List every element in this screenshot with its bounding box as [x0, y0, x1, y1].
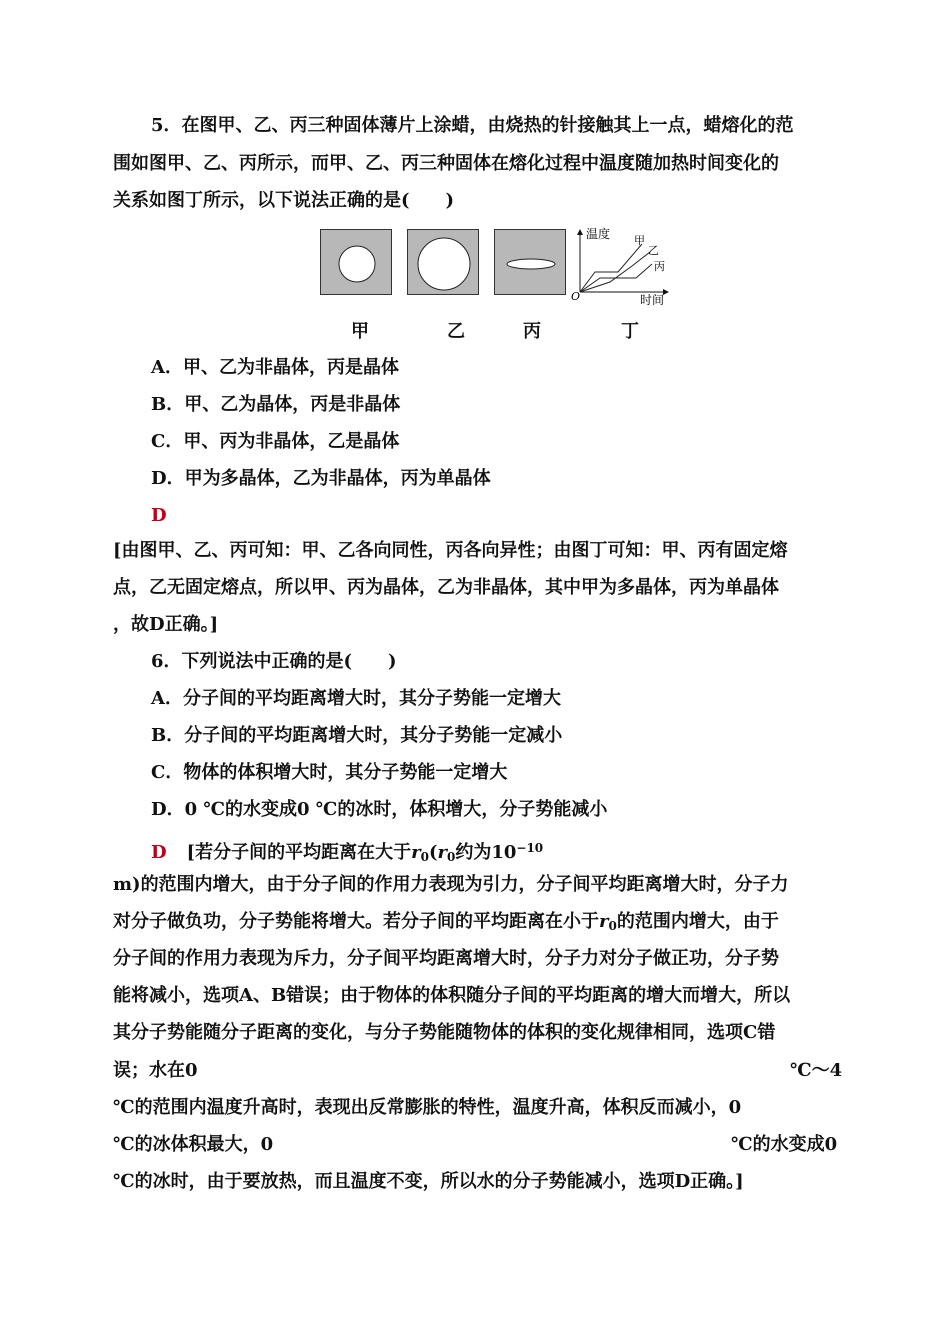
- q5-answer: D: [151, 505, 167, 526]
- graph-origin: O: [571, 290, 581, 303]
- figure-ding-graph: [570, 226, 680, 308]
- q5-explanation-line-3: ，故D正确。]: [113, 614, 219, 635]
- large-circle-melt-region: [408, 230, 480, 296]
- figure-bing: [494, 229, 566, 295]
- q6-explanation-line-8: ℃的范围内温度升高时，表现出反常膨胀的特性，温度升高，体积反而减小，0: [113, 1097, 742, 1118]
- q6-option-a: A．分子间的平均距离增大时，其分子势能一定增大: [151, 688, 561, 709]
- q6-explanation-line-7-right: ℃～4: [790, 1060, 843, 1081]
- caption-jia: 甲: [351, 321, 369, 342]
- graph-ylabel: 温度: [586, 227, 611, 241]
- q6-explanation-line-7-left: 误；水在0: [113, 1060, 198, 1081]
- q5-option-d: D．甲为多晶体，乙为非晶体，丙为单晶体: [151, 468, 491, 489]
- ellipse-melt-region: [495, 230, 567, 296]
- q6-answer: D: [151, 842, 167, 863]
- curve-label-jia: 甲: [634, 234, 645, 247]
- figure-yi: [407, 229, 479, 295]
- q5-stem-line-1: 5．在图甲、乙、丙三种固体薄片上涂蜡，由烧热的针接触其上一点，蜡熔化的范: [151, 115, 794, 136]
- q5-explanation-line-1: [由图甲、乙、丙可知：甲、乙各向同性，丙各向异性；由图丁可知：甲、丙有固定熔: [113, 540, 788, 561]
- q6-explanation-line-5: 能将减小，选项A、B错误；由于物体的体积随分子间的平均距离的增大而增大，所以: [113, 985, 791, 1006]
- q5-option-a: A．甲、乙为非晶体，丙是晶体: [151, 357, 399, 378]
- q6-stem: 6．下列说法中正确的是( ): [151, 651, 397, 672]
- curve-label-bing: 丙: [654, 260, 665, 273]
- q6-option-c: C．物体的体积增大时，其分子势能一定增大: [151, 762, 508, 783]
- q6-explanation-line-4: 分子间的作用力表现为斥力，分子间平均距离增大时，分子力对分子做正功，分子势: [113, 948, 779, 969]
- q6-option-d: D．0 ℃的水变成0 ℃的冰时，体积增大，分子势能减小: [151, 799, 608, 820]
- caption-yi: 乙: [447, 321, 465, 342]
- q6-explanation-line-6: 其分子势能随分子距离的变化，与分子势能随物体的体积的变化规律相同，选项C错: [113, 1022, 776, 1043]
- q5-stem-line-2: 围如图甲、乙、丙所示，而甲、乙、丙三种固体在熔化过程中温度随加热时间变化的: [113, 153, 779, 174]
- graph-xlabel: 时间: [640, 293, 665, 307]
- curve-label-yi: 乙: [648, 244, 659, 257]
- q5-option-c: C．甲、丙为非晶体，乙是晶体: [151, 431, 400, 452]
- circle-melt-region: [321, 230, 393, 296]
- q6-explanation-line-2: m)的范围内增大，由于分子间的作用力表现为引力，分子间平均距离增大时，分子力: [113, 874, 789, 895]
- q5-stem-line-3: 关系如图丁所示，以下说法正确的是( ): [113, 190, 455, 211]
- curve-jia: [580, 244, 642, 292]
- q6-explanation-line-1: D [若分子间的平均距离在大于$r_0(r_0$约为$10^{-10}$: [151, 841, 544, 864]
- q6-explanation-line-9-left: ℃的冰体积最大，0: [113, 1134, 274, 1155]
- q5-explanation-line-2: 点，乙无固定熔点，所以甲、丙为晶体，乙为非晶体，其中甲为多晶体，丙为单晶体: [113, 577, 779, 598]
- q6-explanation-line-9-right: ℃的水变成0: [731, 1134, 838, 1155]
- caption-bing: 丙: [523, 321, 541, 342]
- caption-ding: 丁: [621, 321, 639, 342]
- q5-option-b: B．甲、乙为晶体，丙是非晶体: [151, 394, 401, 415]
- q6-explanation-line-10: ℃的冰时，由于要放热，而且温度不变，所以水的分子势能减小，选项D正确。]: [113, 1171, 744, 1192]
- figure-jia: [320, 229, 392, 295]
- q6-explanation-line-3: 对分子做负功，分子势能将增大。若分子间的平均距离在小于$r_0$的范围内增大，由于: [113, 911, 779, 933]
- q6-option-b: B．分子间的平均距离增大时，其分子势能一定减小: [151, 725, 563, 746]
